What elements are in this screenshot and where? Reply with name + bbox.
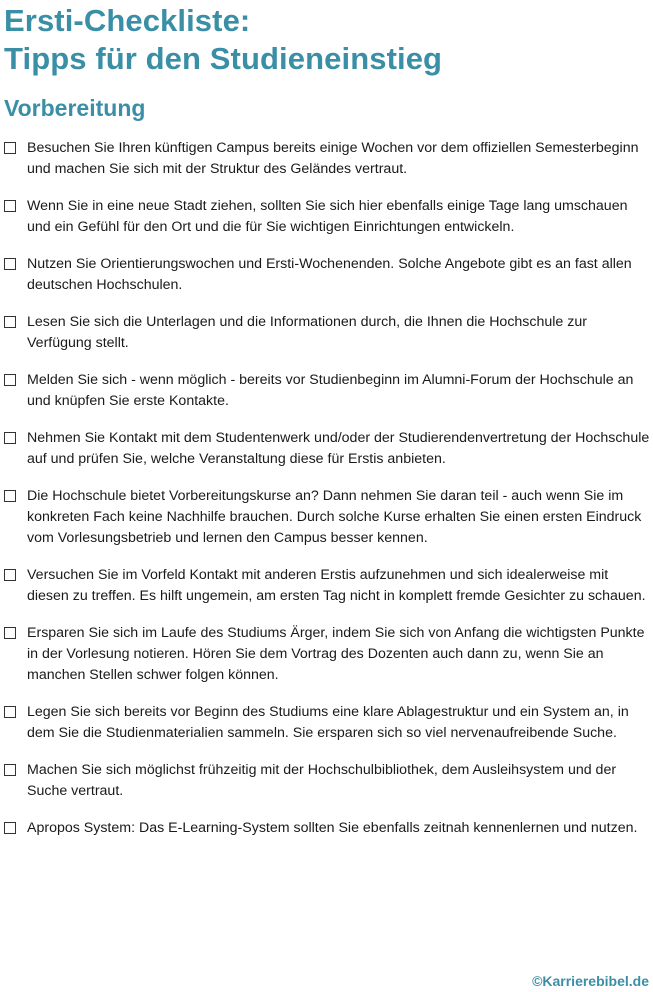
- page-title: [4, 2, 442, 78]
- checkbox[interactable]: [4, 490, 16, 502]
- checklist-item: [4, 138, 653, 180]
- checkbox[interactable]: [4, 706, 16, 718]
- checklist-item: [4, 370, 653, 412]
- checkbox[interactable]: [4, 822, 16, 834]
- checkbox[interactable]: [4, 142, 16, 154]
- checklist-item-text: Apropos System: Das E-Learning-System sollten Sie ebenfalls zeitnah kennenlernen und nutzen.: [27, 820, 638, 836]
- checklist: [4, 138, 653, 839]
- checklist-item-text: Lesen Sie sich die Unterlagen und die Informationen durch, die Ihnen die Hochschule zur Verfügung stellt.: [27, 314, 587, 351]
- checklist-item: [4, 760, 653, 802]
- checklist-item: [4, 818, 653, 839]
- checkbox[interactable]: [4, 569, 16, 581]
- checklist-item: [4, 196, 653, 238]
- checklist-item: [4, 486, 653, 549]
- credit-text: ©Karrierebibel.de: [532, 973, 649, 989]
- checklist-item-text: Machen Sie sich möglichst frühzeitig mit der Hochschulbibliothek, dem Ausleihsystem und der Suche vertraut.: [27, 762, 617, 799]
- checklist-item-text: Ersparen Sie sich im Laufe des Studiums Ärger, indem Sie sich von Anfang die wichtigsten Punkte in der Vorlesung notieren. Hören Sie dem Vortrag des Dozenten auch dann zu, wenn Sie an manchen Stellen schwer folgen können.: [27, 625, 645, 683]
- checkbox[interactable]: [4, 432, 16, 444]
- checklist-item-text: Versuchen Sie im Vorfeld Kontakt mit anderen Erstis aufzunehmen und sich idealerweise mit diesen zu treffen. Es hilft ungemein, am ersten Tag nicht in komplett fremde Gesichter zu schauen.: [27, 567, 646, 604]
- checkbox[interactable]: [4, 627, 16, 639]
- checklist-item: [4, 312, 653, 354]
- checklist-item-text: Besuchen Sie Ihren künftigen Campus bereits einige Wochen vor dem offiziellen Semesterbeginn und machen Sie sich mit der Struktur des Geländes vertraut.: [27, 140, 639, 177]
- checkbox[interactable]: [4, 258, 16, 270]
- page-title-line-2: Tipps für den Studieneinstieg: [4, 41, 443, 76]
- checkbox[interactable]: [4, 200, 16, 212]
- checklist-item-text: Nutzen Sie Orientierungswochen und Ersti-Wochenenden. Solche Angebote gibt es an fast allen deutschen Hochschulen.: [27, 256, 632, 293]
- checkbox[interactable]: [4, 764, 16, 776]
- checklist-item-text: Nehmen Sie Kontakt mit dem Studentenwerk und/oder der Studierendenvertretung der Hochschule auf und prüfen Sie, welche Veranstaltung diese für Erstis anbieten.: [27, 430, 650, 467]
- checklist-item: [4, 254, 653, 296]
- checklist-item-text: Melden Sie sich - wenn möglich - bereits vor Studienbeginn im Alumni-Forum der Hochschule an und knüpfen Sie erste Kontakte.: [27, 372, 634, 409]
- checklist-item: [4, 623, 653, 686]
- checkbox[interactable]: [4, 374, 16, 386]
- checklist-item-text: Die Hochschule bietet Vorbereitungskurse an? Dann nehmen Sie daran teil - auch wenn Sie im konkreten Fach keine Nachhilfe brauchen. Durch solche Kurse erhalten Sie einen ersten Eindruck vom Vorlesungsbetrieb und lernen den Campus besser kennen.: [27, 488, 642, 546]
- page-title-line-1: Ersti-Checkliste:: [4, 3, 251, 38]
- checklist-item: [4, 702, 653, 744]
- section-title: Vorbereitung: [4, 95, 146, 121]
- checklist-item-text: Legen Sie sich bereits vor Beginn des Studiums eine klare Ablagestruktur und ein System an, in dem Sie die Studienmaterialien sammeln. Sie ersparen sich so viel nervenaufreibende Suche.: [27, 704, 629, 741]
- checklist-item: [4, 565, 653, 607]
- checklist-item-text: Wenn Sie in eine neue Stadt ziehen, sollten Sie sich hier ebenfalls einige Tage lang umschauen und ein Gefühl für den Ort und die für Sie wichtigen Einrichtungen entwickeln.: [27, 198, 628, 235]
- checklist-item: [4, 428, 653, 470]
- checkbox[interactable]: [4, 316, 16, 328]
